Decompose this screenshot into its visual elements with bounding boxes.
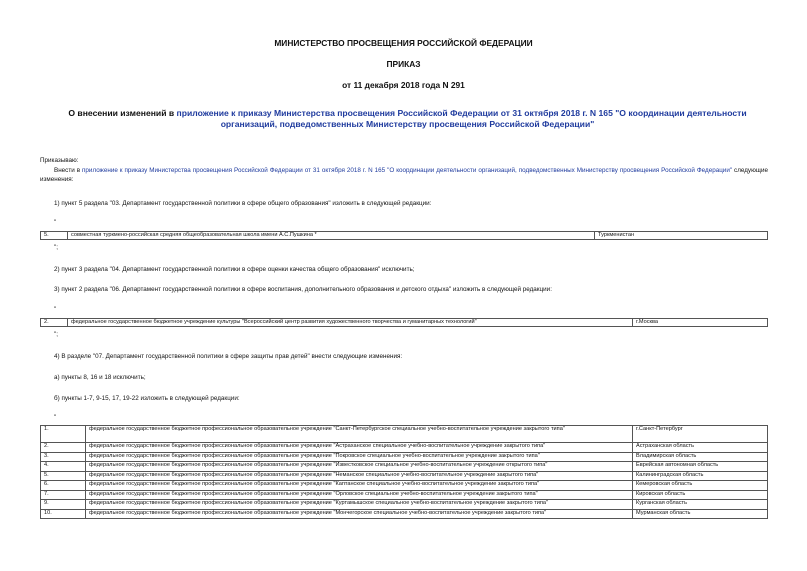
row-number: 5.	[41, 471, 86, 481]
table-row	[41, 443, 768, 453]
row-location: Владимирская область	[633, 452, 768, 462]
quote-open-3: "	[54, 414, 57, 421]
row-organization: федеральное государственное бюджетное профессиональное образовательное учреждение "Неманское специальное учебно-воспитательное учреждение закрытого типа"	[86, 471, 633, 481]
row-number: 10.	[41, 509, 86, 519]
order-word: Приказываю:	[40, 157, 79, 164]
row-location: Кировская область	[633, 490, 768, 500]
table-row	[41, 481, 768, 491]
item-4b: б) пункты 1-7, 9-15, 17, 19-22 изложить в следующей редакции:	[54, 395, 240, 402]
table-row	[41, 500, 768, 510]
document-type: ПРИКАЗ	[386, 59, 421, 69]
row-number: 1.	[41, 426, 86, 443]
row-location: г.Санкт-Петербург	[633, 426, 768, 443]
row-organization: федеральное государственное бюджетное профессиональное образовательное учреждение "Каптанское специальное учебно-воспитательное учреждение закрытого типа"	[86, 481, 633, 491]
quote-open-1: "	[54, 219, 57, 226]
row-organization: федеральное государственное бюджетное профессиональное образовательное учреждение "Астраханское специальное учебно-воспитательное учреждение закрытого типа"	[86, 443, 633, 453]
quote-open-2: "	[54, 306, 57, 313]
row-location: Кемеровская область	[633, 481, 768, 491]
title-prefix: О внесении изменений в	[68, 108, 177, 118]
item-1: 1) пункт 5 раздела "03. Департамент государственной политики в сфере общего образования" изложить в следующей редакции:	[54, 200, 432, 207]
quote-close-2: ";	[54, 331, 58, 338]
item-2: 2) пункт 3 раздела "04. Департамент государственной политики в сфере оценки качества общего образования" исключить;	[54, 266, 415, 273]
table-row	[41, 319, 768, 327]
row-organization: федеральное государственное бюджетное профессиональное образовательное учреждение "Известковское специальное учебно-воспитательное учреждение открытого типа"	[86, 462, 633, 472]
table-row	[41, 462, 768, 472]
row-organization: федеральное государственное бюджетное профессиональное образовательное учреждение "Орловское специальное учебно-воспитательное учреждение закрытого типа"	[86, 490, 633, 500]
table-row	[41, 471, 768, 481]
row-organization: федеральное государственное бюджетное профессиональное образовательное учреждение "Покровское специальное учебно-воспитательное учреждение закрытого типа"	[86, 452, 633, 462]
row-number: 4.	[41, 462, 86, 472]
ministry-heading: МИНИСТЕРСТВО ПРОСВЕЩЕНИЯ РОССИЙСКОЙ ФЕДЕРАЦИИ	[274, 38, 533, 48]
table-row	[41, 509, 768, 519]
row-location: Калининградская область	[633, 471, 768, 481]
row-location: Туркменистан	[595, 232, 768, 240]
title-link[interactable]: приложение к приказу Министерства просвещения Российской Федерации от 31 октября 2018 г. N 165 "О координации деятельности организаций, подведомственных Министерству просвещения Российской Федерации"	[176, 108, 747, 129]
table-row	[41, 452, 768, 462]
row-organization: федеральное государственное бюджетное профессиональное образовательное учреждение "Мончегорское специальное учебно-воспитательное учреждение закрытого типа"	[86, 509, 633, 519]
row-location: г.Москва	[633, 319, 768, 327]
table-section-07	[40, 425, 768, 519]
item-4a: а) пункты 8, 16 и 18 исключить;	[54, 374, 146, 381]
document-date-number: от 11 декабря 2018 года N 291	[342, 80, 465, 90]
row-organization: федеральное государственное бюджетное профессиональное образовательное учреждение "Куртамышское специальное учебно-воспитательное учреждение закрытого типа"	[86, 500, 633, 510]
row-number: 5.	[41, 232, 68, 240]
quote-close-1: ";	[54, 244, 58, 251]
row-number: 3.	[41, 452, 86, 462]
document-title	[40, 108, 775, 130]
row-location: Еврейская автономная область	[633, 462, 768, 472]
row-number: 2.	[41, 443, 86, 453]
row-organization: федеральное государственное бюджетное профессиональное образовательное учреждение "Санкт-Петербургское специальное учебно-воспитательное учреждение закрытого типа"	[86, 426, 633, 443]
intro-link[interactable]: приложение к приказу Министерства просвещения Российской Федерации от 31 октября 2018 г. N 165 "О координации деятельности организаций, подведомственных Министерству просвещения Российской Федерации"	[82, 167, 733, 174]
table-row	[41, 232, 768, 240]
row-organization: совместная туркмено-российская средняя общеобразовательная школа имени А.С.Пушкина *	[68, 232, 595, 240]
intro-prefix: Внести в	[54, 167, 83, 174]
row-location: Курганская область	[633, 500, 768, 510]
row-number: 7.	[41, 490, 86, 500]
row-location: Мурманская область	[633, 509, 768, 519]
row-number: 9.	[41, 500, 86, 510]
table-section-06	[40, 318, 768, 327]
table-row	[41, 426, 768, 443]
row-location: Астраханская область	[633, 443, 768, 453]
table-row	[41, 490, 768, 500]
item-3: 3) пункт 2 раздела "06. Департамент государственной политики в сфере воспитания, дополнительного образования и детского отдыха" изложить в следующей редакции:	[54, 286, 552, 293]
intro-paragraph	[40, 166, 768, 184]
intro-suffix: следующие изменения:	[40, 167, 768, 183]
row-organization: федеральное государственное бюджетное учреждение культуры "Всероссийский центр развития художественного творчества и гуманитарных технологий"	[68, 319, 633, 327]
row-number: 6.	[41, 481, 86, 491]
row-number: 2.	[41, 319, 68, 327]
item-4: 4) В разделе "07. Департамент государственной политики в сфере защиты прав детей" внести следующие изменения:	[54, 353, 403, 360]
table-section-03	[40, 231, 768, 240]
